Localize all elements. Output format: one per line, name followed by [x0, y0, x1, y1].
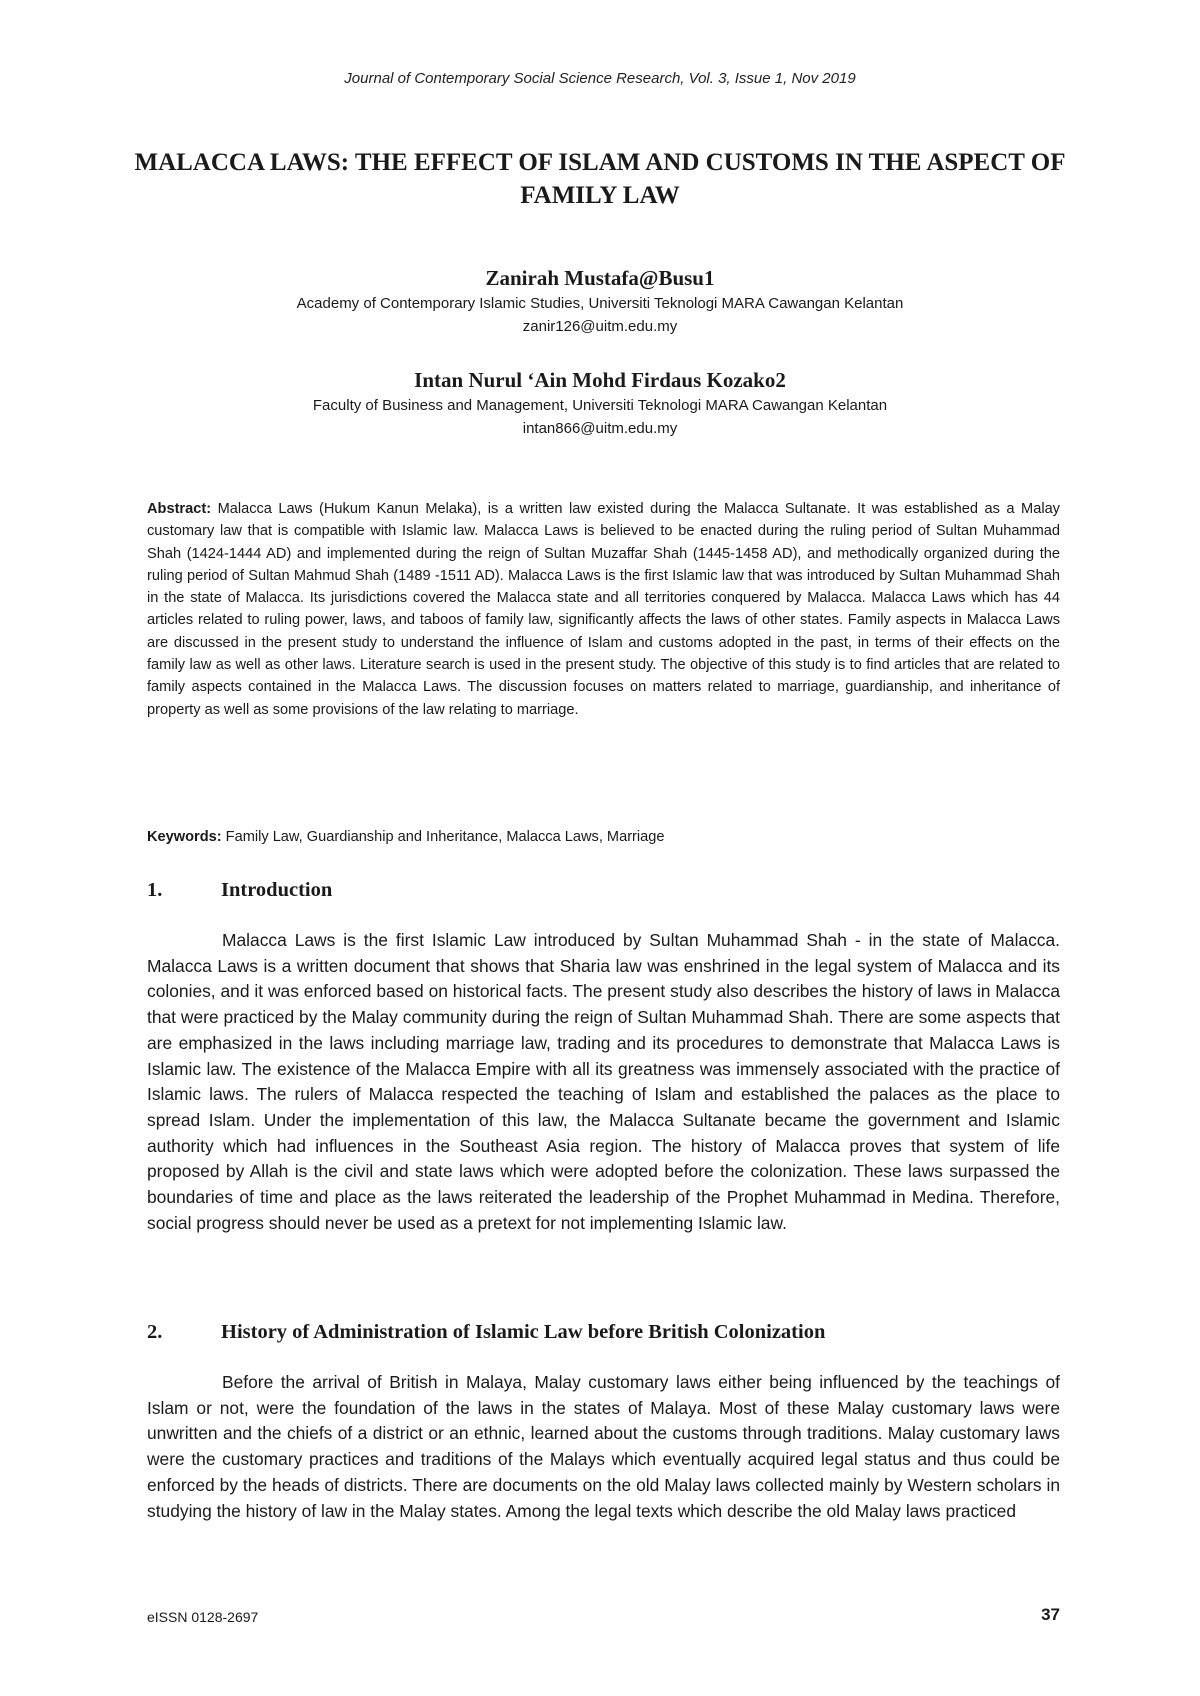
keywords-label: Keywords: [147, 829, 222, 845]
section-number: 1. [147, 879, 163, 901]
author-block-2 [130, 366, 1070, 440]
author-affiliation: Academy of Contemporary Islamic Studies, Universiti Teknologi MARA Cawangan Kelantan [296, 295, 904, 312]
page-number: 37 [1041, 1605, 1060, 1624]
abstract [147, 498, 1060, 721]
author-email[interactable]: intan866@uitm.edu.my [522, 420, 678, 437]
author-name: Intan Nurul ‘Ain Mohd Firdaus Kozako2 [414, 368, 786, 392]
section-paragraph: Malacca Laws is the first Islamic Law introduced by Sultan Muhammad Shah - in the state of Malacca. Malacca Laws is a written document that shows that Sharia law was enshrined in the legal system of Malacca and its colonies, and it was enforced based on historical facts. The present study also describes the history of laws in Malacca that were practiced by the Malay community during the reign of Sultan Muhammad Shah. There are some aspects that are emphasized in the laws including marriage law, trading and its procedures to demonstrate that Malacca Laws is Islamic law. The existence of the Malacca Empire with all its greatness was immensely associated with the practice of Islamic laws. The rulers of Malacca respected the teaching of Islam and established the palaces as the place to spread Islam. Under the implementation of this law, the Malacca Sultanate became the government and Islamic authority which had influences in the Southeast Asia region. The history of Malacca proves that system of life proposed by Allah is the civil and state laws which were adopted before the colonization. These laws surpassed the boundaries of time and place as the laws reiterated the leadership of the Prophet Muhammad in Medina. Therefore, social progress should never be used as a pretext for not implementing Islamic law. [147, 930, 1060, 1233]
author-block-1 [130, 264, 1070, 338]
abstract-text: Malacca Laws (Hukum Kanun Melaka), is a written law existed during the Malacca Sultanate. It was established as a Malay customary law that is compatible with Islamic law. Malacca Laws is believed to be enacted during the ruling period of Sultan Muhammad Shah (1424-1444 AD) and implemented during the reign of Sultan Muzaffar Shah (1445-1458 AD), and methodically organized during the ruling period of Sultan Mahmud Shah (1489 -1511 AD). Malacca Laws is the first Islamic law that was introduced by Sultan Muhammad Shah in the state of Malacca. Its jurisdictions covered the Malacca state and all territories conquered by Malacca. Malacca Laws which has 44 articles related to ruling power, laws, and taboos of family law, significantly affects the laws of other states. Family aspects in Malacca Laws are discussed in the present study to understand the influence of Islam and customs adopted in the past, in terms of their effects on the family law as well as other laws. Literature search is used in the present study. The objective of this study is to find articles that are related to family aspects contained in the Malacca Laws. The discussion focuses on matters related to marriage, guardianship, and inheritance of property as well as some provisions of the law relating to marriage. [147, 501, 1060, 718]
section-heading-history [147, 1318, 1060, 1346]
keywords [147, 826, 1060, 848]
paper-title: MALACCA LAWS: THE EFFECT OF ISLAM AND CUSTOMS IN THE ASPECT OF FAMILY LAW [134, 149, 1066, 209]
abstract-label: Abstract: [147, 501, 212, 517]
running-header: Journal of Contemporary Social Science Research, Vol. 3, Issue 1, Nov 2019 [344, 70, 856, 87]
section-heading-introduction [147, 876, 1060, 904]
section-number: 2. [147, 1321, 163, 1343]
section-title: History of Administration of Islamic Law before British Colonization [221, 1321, 826, 1343]
keywords-text: Family Law, Guardianship and Inheritance, Malacca Laws, Marriage [225, 829, 665, 845]
section-paragraph: Before the arrival of British in Malaya, Malay customary laws either being influenced by the teachings of Islam or not, were the foundation of the laws in the states of Malaya. Most of these Malay customary laws were unwritten and the chiefs of a district or an ethnic, learned about the customs through traditions. Malay customary laws were the customary practices and traditions of the Malays which eventually acquired legal status and thus could be enforced by the heads of districts. There are documents on the old Malay laws collected mainly by Western scholars in studying the history of law in the Malay states. Among the legal texts which describe the old Malay laws practiced [147, 1372, 1060, 1521]
author-email[interactable]: zanir126@uitm.edu.my [522, 318, 678, 335]
section-title: Introduction [221, 879, 333, 901]
author-name: Zanirah Mustafa@Busu1 [485, 266, 715, 290]
author-affiliation: Faculty of Business and Management, Universiti Teknologi MARA Cawangan Kelantan [312, 397, 888, 414]
footer-issn: eISSN 0128-2697 [147, 1609, 259, 1625]
